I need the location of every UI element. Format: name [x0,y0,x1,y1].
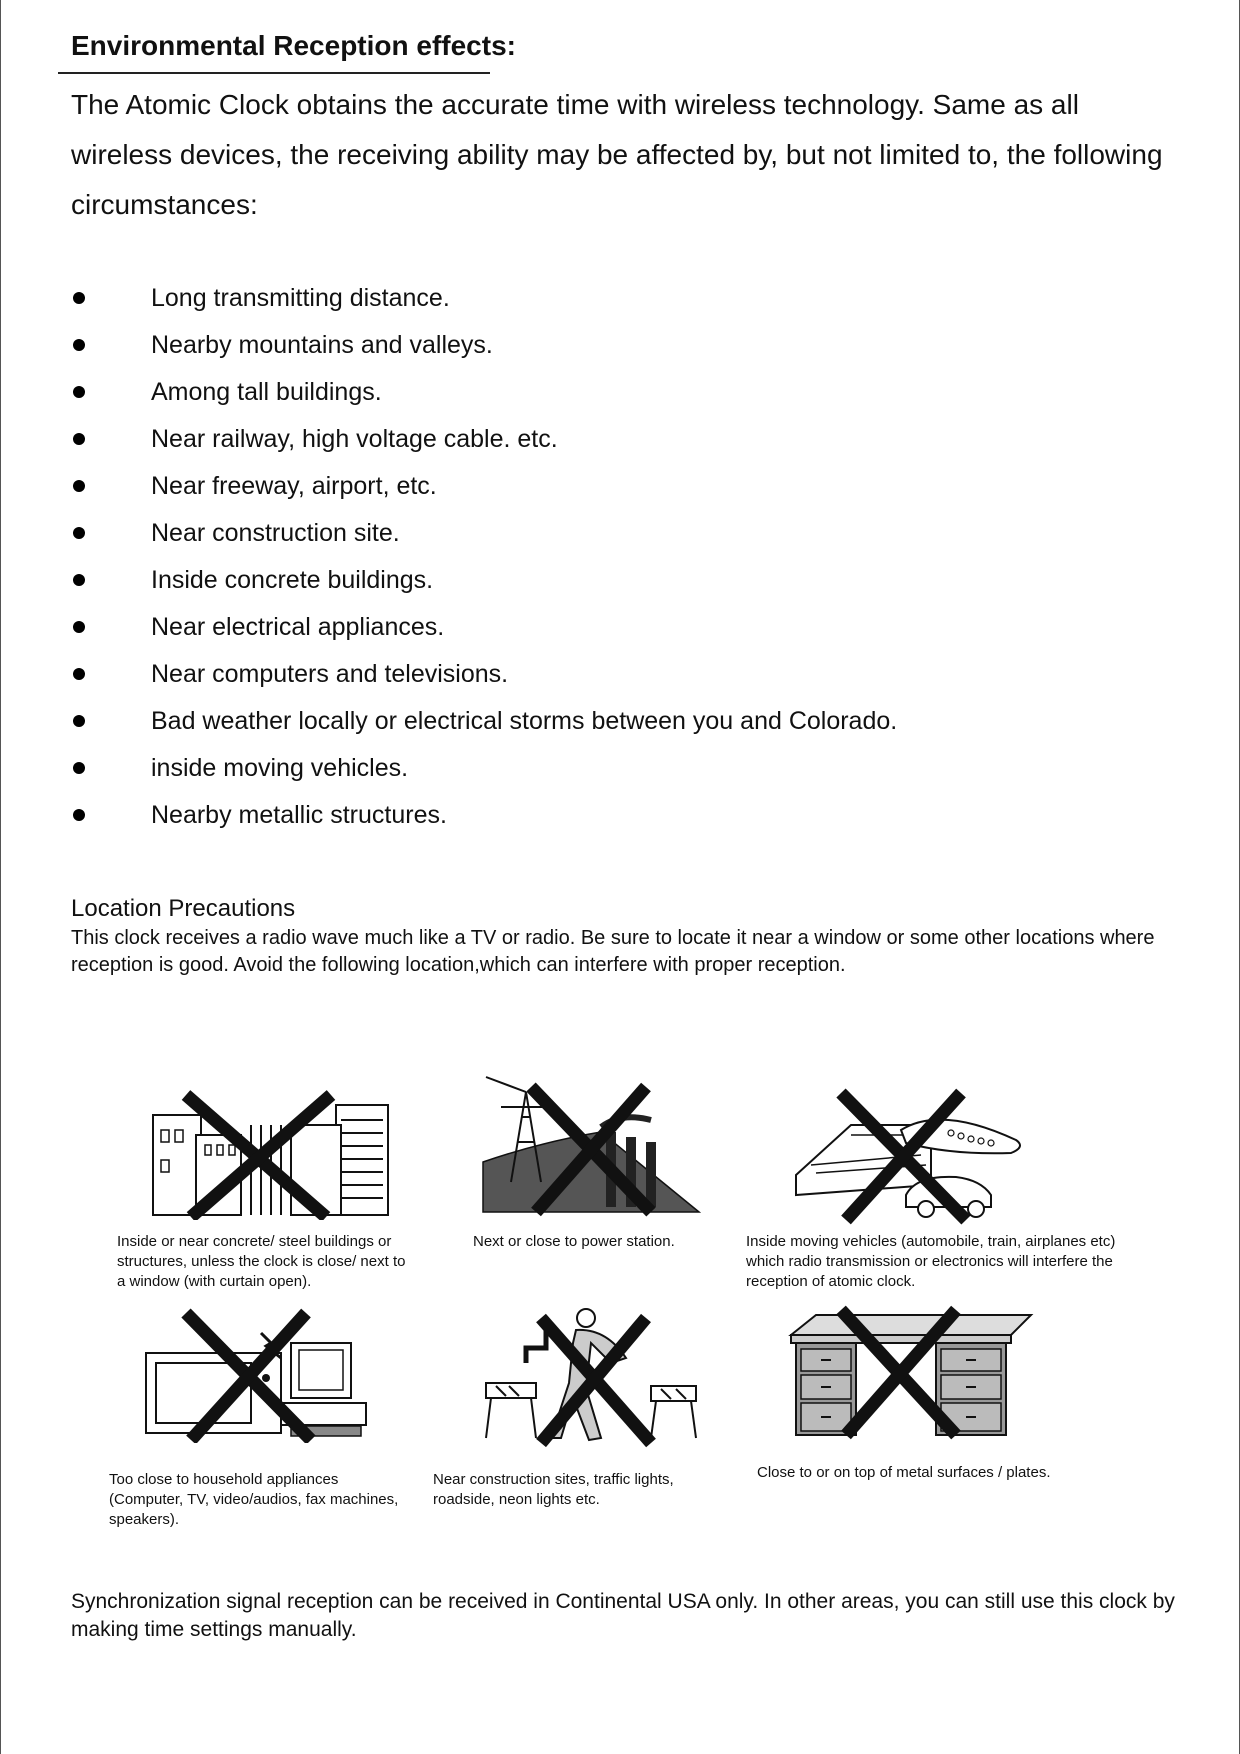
bullet-icon [73,480,85,492]
bullet-icon [73,433,85,445]
power-station-icon [481,1072,701,1222]
figure-caption: Too close to household appliances (Computer, TV, video/audios, fax machines, speakers). [109,1471,399,1528]
manual-page: Environmental Reception effects: The Atomic Clock obtains the accurate time with wireless technology. Same as all wireless devices, the receiving ability may be affected by, but not limited to, the following circumstances: Long transmitting distance. Nearby mountains and valleys. Among tall buildings. Near railway, high voltage cable. etc. Near freeway, airport, etc. Near construction site. Inside concrete buildings. Near electrical appliances. Near computers and televisions. Bad weather locally or electrical storms between you and Colorado. inside moving vehicles. Nearby metallic structures. Location Precautions This clock receives a radio wave much like a TV or radio. Be sure to locate it near a window or some other locations where reception is good. Avoid the following location,which can interfere with proper reception. Inside or near concrete/ steel buildings or structures, unless the clock is close/ next to a window (with curtain open). Next or close to power station. Inside moving vehicles (automobile, train, airplanes etc) which radio transmission or electronics will interfere the reception of atomic clock. Too close to household appliances (Computer, TV, video/audios, fax machines, speakers). Near construction sites, traffic lights, roadside, neon lights etc. Close to or on top of metal surfaces / plates. Synchronization signal reception can be received in Continental USA only. In other areas, you can still use this clock by making time settings manually. [0,0,1240,1754]
bullet-icon [73,715,85,727]
bullet-icon [73,292,85,304]
bullet-icon [73,762,85,774]
appliances-icon [141,1308,381,1443]
footer-note: Synchronization signal reception can be received in Continental USA only. In other areas, you can still use this clock by making time settings manually. [71,1590,1175,1641]
figure-caption: Inside or near concrete/ steel buildings or structures, unless the clock is close/ next to a window (with curtain open). [117,1233,406,1290]
bullet-icon [73,668,85,680]
location-precautions-text: This clock receives a radio wave much like a TV or radio. Be sure to locate it near a window or some other locations where reception is good. Avoid the following location,which can interfere with proper reception. [71,927,1155,976]
bullet-icon [73,527,85,539]
figure-caption: Next or close to power station. [473,1233,675,1250]
page-heading: Environmental Reception effects: [71,30,516,61]
heading-underline [58,72,490,74]
location-precautions-title: Location Precautions [71,895,296,922]
bullet-icon [73,339,85,351]
buildings-icon [141,1085,401,1220]
vehicles-icon [791,1085,1041,1225]
bullet-icon [73,386,85,398]
construction-icon [481,1308,711,1448]
metal-desk-icon [786,1305,1036,1440]
figure-caption: Inside moving vehicles (automobile, train, airplanes etc) which radio transmission or electronics will interfere the reception of atomic clock. [746,1233,1116,1290]
bullet-icon [73,809,85,821]
figure-caption: Near construction sites, traffic lights, roadside, neon lights etc. [433,1471,674,1508]
figure-caption: Close to or on top of metal surfaces / plates. [757,1464,1051,1481]
bullet-icon [73,621,85,633]
bullet-icon [73,574,85,586]
intro-paragraph: The Atomic Clock obtains the accurate time with wireless technology. Same as all wireless devices, the receiving ability may be affected by, but not limited to, the following circumstances: [71,89,1163,220]
